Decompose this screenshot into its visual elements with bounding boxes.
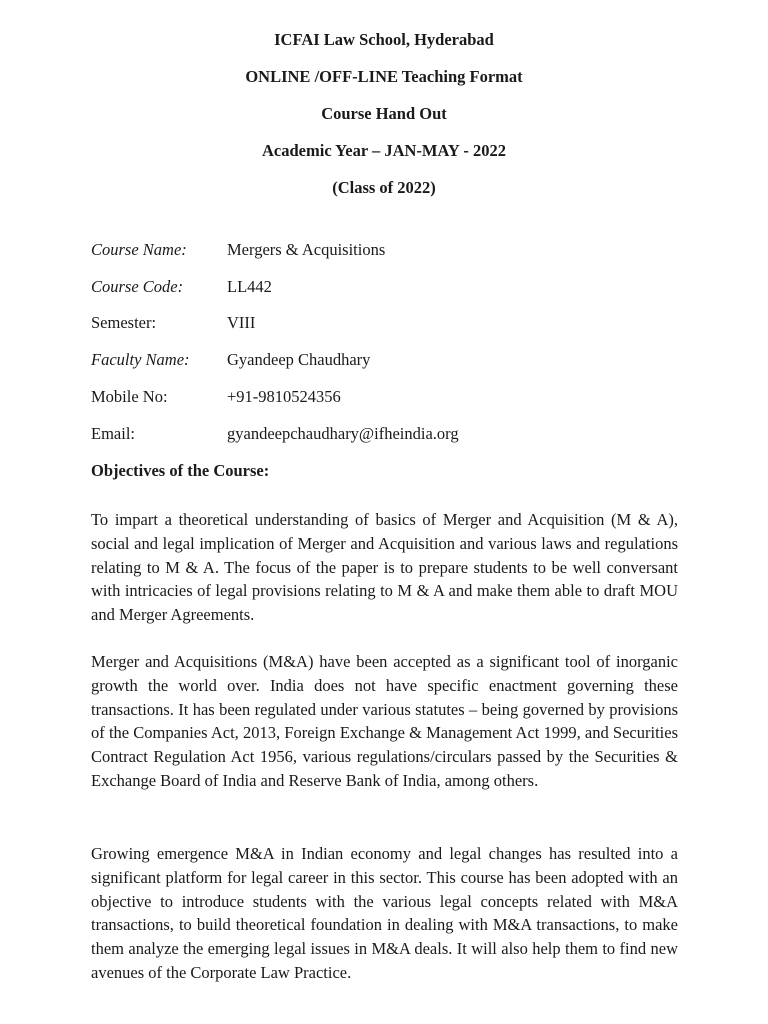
objectives-paragraph-2: Merger and Acquisitions (M&A) have been accepted as a significant tool of inorganic growth the world over. India does not have specific enactment governing these transactions. It has been regulated under various statutes – being governed by provisions of the Companies Act, 2013, Foreign Exchange & Management Act 1999, and Securities Contract Regulation Act 1956, various regulations/circulars passed by the Securities & Exchange Board of India and Reserve Bank of India, among others.	[91, 652, 678, 790]
semester-value: VIII	[227, 313, 256, 332]
email-value: gyandeepchaudhary@ifheindia.org	[227, 424, 459, 443]
course-code-value: LL442	[227, 277, 272, 296]
mobile-value: +91-9810524356	[227, 387, 341, 406]
document-type: Course Hand Out	[321, 104, 447, 123]
objectives-heading: Objectives of the Course:	[91, 461, 270, 480]
course-name-value: Mergers & Acquisitions	[227, 240, 386, 259]
faculty-name-label: Faculty Name:	[91, 350, 190, 369]
course-code-label: Course Code:	[91, 277, 184, 296]
course-name-label: Course Name:	[91, 240, 187, 259]
objectives-paragraph-3: Growing emergence M&A in Indian economy and legal changes has resulted into a significant platform for legal career in this sector. This course has been adopted with an objective to introduce students with the various legal concepts related with M&A transactions, to build theoretical foundation in dealing with M&A transactions, to make them analyze the emerging legal issues in M&A deals. It will also help them to find new avenues of the Corporate Law Practice.	[91, 844, 678, 982]
objectives-paragraph-1: To impart a theoretical understanding of basics of Merger and Acquisition (M & A), social and legal implication of Merger and Acquisition and various laws and regulations relating to M & A. The focus of the paper is to prepare students to be well conversant with intricacies of legal provisions relating to M & A and make them able to draft MOU and Merger Agreements.	[91, 510, 678, 625]
academic-year: Academic Year – JAN-MAY - 2022	[262, 141, 506, 160]
email-label: Email:	[91, 424, 135, 443]
faculty-name-value: Gyandeep Chaudhary	[227, 350, 371, 369]
semester-label: Semester:	[91, 313, 157, 332]
teaching-format: ONLINE /OFF-LINE Teaching Format	[245, 67, 523, 86]
class-of: (Class of 2022)	[332, 178, 436, 197]
school-title: ICFAI Law School, Hyderabad	[274, 30, 494, 49]
mobile-label: Mobile No:	[91, 387, 168, 406]
